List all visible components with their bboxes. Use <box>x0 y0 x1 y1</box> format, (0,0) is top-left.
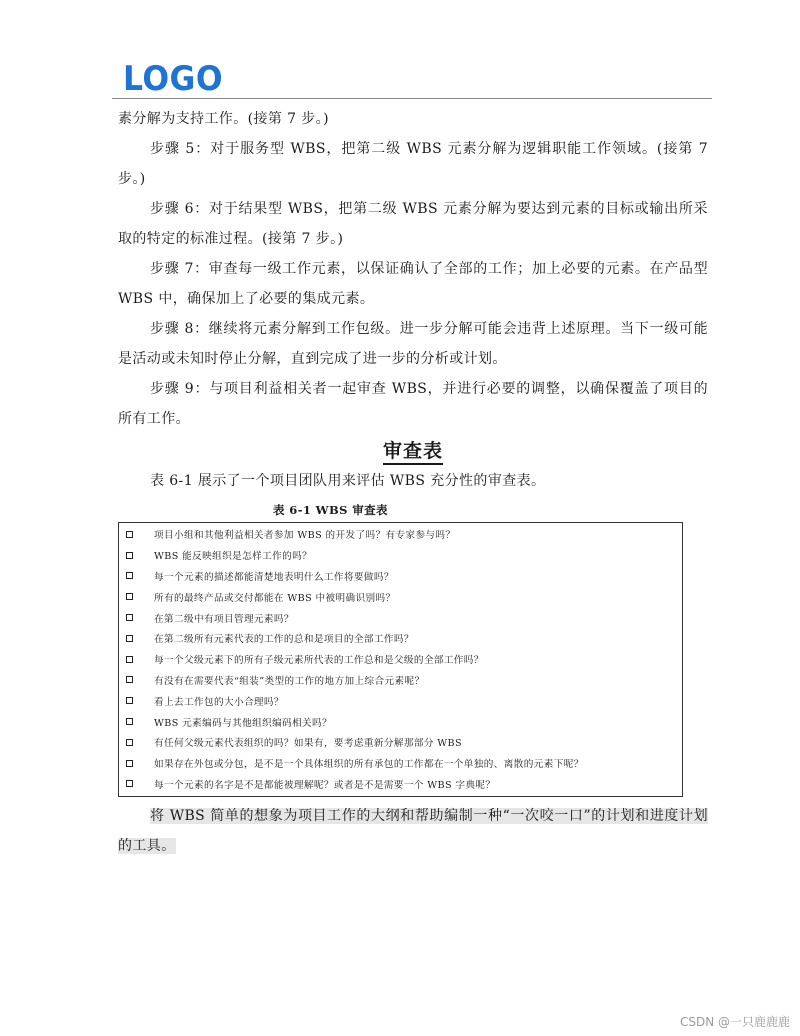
body-paragraph: 步骤 7：审查每一级工作元素，以保证确认了全部的工作；加上必要的元素。在产品型 WBS 中，确保加上了必要的集成元素。 <box>118 261 708 307</box>
checklist-row <box>119 649 682 670</box>
section-intro: 表 6-1 展示了一个项目团队用来评估 WBS 充分性的审查表。 <box>150 473 546 489</box>
checkbox-icon <box>126 780 133 787</box>
checklist-item-text: 项目小组和其他利益相关者参加 WBS 的开发了吗？有专家参与吗？ <box>154 530 456 542</box>
checklist-item-text: 在第二级所有元素代表的工作的总和是项目的全部工作吗？ <box>154 634 414 646</box>
watermark: CSDN @一只鹿鹿鹿 <box>679 1015 790 1029</box>
checkbox-icon <box>126 697 133 704</box>
checklist-item-text: 每一个元素的名字是不是都能被理解呢？或者是不是需要一个 WBS 字典呢？ <box>154 779 496 791</box>
checklist-row <box>119 607 682 628</box>
checklist-item-text: WBS 能反映组织是怎样工作的吗？ <box>154 551 313 563</box>
checklist-row <box>119 670 682 691</box>
closing-paragraph <box>118 801 708 861</box>
body-paragraph: 步骤 8：继续将元素分解到工作包级。进一步分解可能会违背上述原理。当下一级可能是活动或未知时停止分解，直到完成了进一步的分析或计划。 <box>118 321 708 367</box>
checkbox-icon <box>126 635 133 642</box>
logo <box>123 62 223 94</box>
checkbox-icon <box>126 614 133 621</box>
checkbox-icon <box>126 531 133 538</box>
checklist-item-text: 在第二级中有项目管理元素吗？ <box>154 613 294 625</box>
checklist-row <box>119 524 682 545</box>
checkbox-icon <box>126 552 133 559</box>
checklist-row <box>119 690 682 711</box>
checklist-row <box>119 774 682 795</box>
body-paragraph: 步骤 6：对于结果型 WBS，把第二级 WBS 元素分解为要达到元素的目标或输出所采取的特定的标准过程。(接第 7 步。) <box>118 201 708 247</box>
checkbox-icon <box>126 656 133 663</box>
checklist-item-text: 看上去工作包的大小合理吗？ <box>154 696 284 708</box>
checklist-row <box>119 566 682 587</box>
checklist-item-text: 所有的最终产品或交付都能在 WBS 中被明确识别吗？ <box>154 592 396 604</box>
checklist-item-text: 有没有在需要代表“组装”类型的工作的地方加上综合元素呢？ <box>154 675 425 687</box>
checklist-row <box>119 711 682 732</box>
section-title <box>118 436 708 466</box>
checklist-item-text: 每一个父级元素下的所有子级元素所代表的工作总和是父级的全部工作吗？ <box>154 655 484 667</box>
checkbox-icon <box>126 593 133 600</box>
checkbox-icon <box>126 739 133 746</box>
document-body <box>118 104 708 861</box>
table-caption: 表 6-1 WBS 审查表 <box>273 503 388 517</box>
highlighted-text: 将 WBS 简单的想象为项目工作的大纲和帮助编制一种“一次咬一口”的计划和进度计划的工具。 <box>118 808 708 855</box>
checklist-row <box>119 545 682 566</box>
checklist-row <box>119 586 682 607</box>
checklist-row <box>119 628 682 649</box>
checklist-item-text: 有任何父级元素代表组织的吗？如果有，要考虑重新分解那部分 WBS <box>154 738 462 750</box>
checklist-item-text: WBS 元素编码与其他组织编码相关吗？ <box>154 717 333 729</box>
checkbox-icon <box>126 572 133 579</box>
checklist-row <box>119 732 682 753</box>
checklist-item-text: 如果存在外包或分包，是不是一个具体组织的所有承包的工作都在一个单独的、离散的元素下呢？ <box>154 759 584 771</box>
section-title-text: 审查表 <box>383 440 443 465</box>
checklist-table <box>118 522 683 797</box>
body-paragraph: 步骤 5：对于服务型 WBS，把第二级 WBS 元素分解为逻辑职能工作领域。(接第 7 步。) <box>118 141 708 187</box>
header-divider <box>112 98 712 99</box>
checklist-item-text: 每一个元素的描述都能清楚地表明什么工作将要做吗？ <box>154 571 394 583</box>
checkbox-icon <box>126 718 133 725</box>
body-paragraph: 步骤 9：与项目利益相关者一起审查 WBS，并进行必要的调整，以确保覆盖了项目的所有工作。 <box>118 381 708 427</box>
checkbox-icon <box>126 760 133 767</box>
checkbox-icon <box>126 676 133 683</box>
logo-text: LOGO <box>123 62 223 94</box>
body-paragraph: 素分解为支持工作。(接第 7 步。) <box>118 111 329 127</box>
checklist-row <box>119 753 682 774</box>
